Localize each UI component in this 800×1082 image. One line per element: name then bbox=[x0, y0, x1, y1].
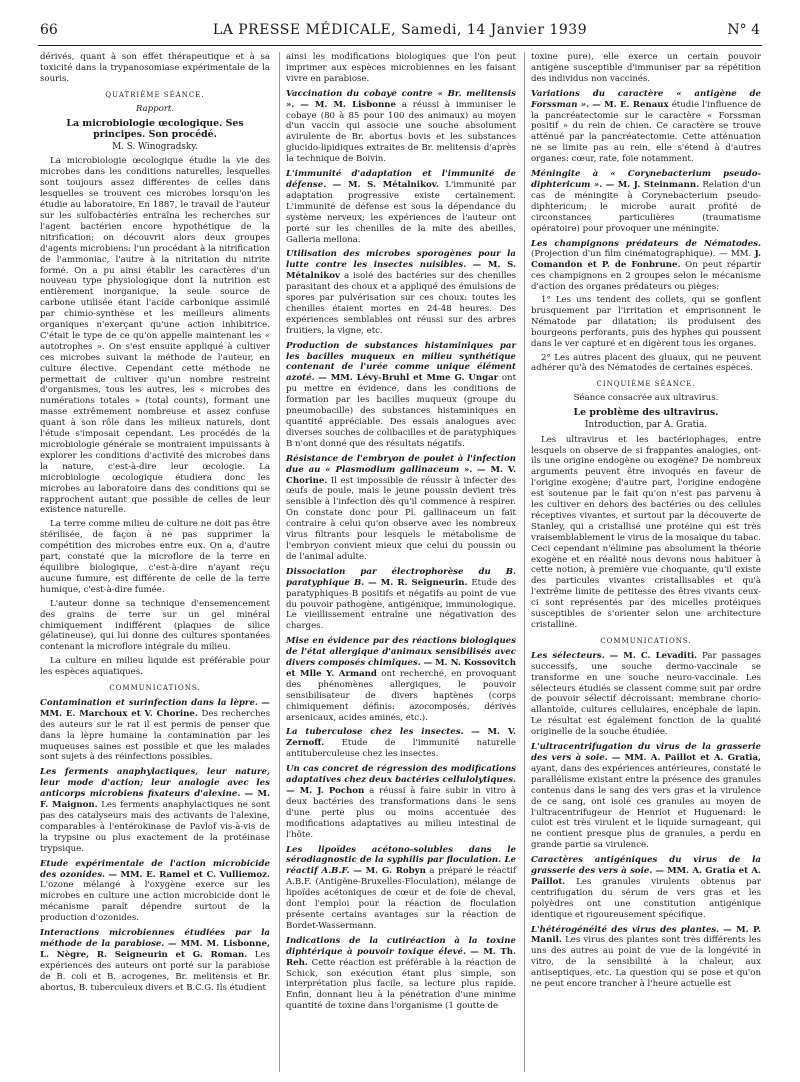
paragraph: 2° Les autres placent des gluaux, qui ne peuvent adhérer qu'à des Nématodes de certaines espèces. bbox=[531, 352, 761, 374]
entry-text: On peut répartir ces champignons en 2 groupes selon le mécanisme d'action des organes prédateurs ou pièges: bbox=[531, 260, 761, 293]
entry-title: Vaccination du cobaye contre « Br. melitensis ». bbox=[286, 88, 516, 110]
entry-title: Caractères antigéniques du virus de la grasserie des vers à soie. bbox=[531, 855, 761, 877]
paragraph: toxine pure), elle exerce un certain pouvoir antigène susceptible d'immuniser par sa répétition des individus non vaccinés. bbox=[531, 52, 761, 84]
entry-text: Relation d'un cas de méningite à Corynebacterium pseudo-diphtericum; le microbe aurait profité de circonstances particulières (traumatisme opératoire) pour provoquer une méningite. bbox=[531, 179, 761, 234]
paragraph: 1° Les uns tendent des collets, qui se gonflent brusquement par l'irritation et emprisonnent le Nématode par dilatation; ils produisent des bourgeons perforants, puis des hyphes qui poussent dans le ver capturé et en digèrent tous les organes. bbox=[531, 295, 761, 349]
page-number: 66 bbox=[40, 22, 58, 38]
entry-authors: — MM. A. Paillot et A. Gratia, bbox=[611, 752, 762, 763]
entry-authors: — M. V. Zernoff. bbox=[286, 727, 516, 749]
column-1 bbox=[40, 52, 270, 996]
communication-entry bbox=[286, 764, 516, 840]
entry-text: L'immunité par adaptation progressive existe certainement. L'immunité de défense est sous la dépendance du système nerveux; les expériences de l'auteur ont porté sur les chenilles de la mite des abeilles, Galleria mellona. bbox=[286, 179, 516, 245]
entry-authors: — M. N. Kossovitch et Mlle Y. Armand bbox=[286, 658, 517, 679]
section-heading: CINQUIÈME SÉANCE. bbox=[596, 380, 696, 389]
entry-authors: — M. V. Chorine. bbox=[286, 464, 516, 486]
section-heading: QUATRIÈME SÉANCE. bbox=[105, 90, 205, 99]
entry-authors: — MM. E. Ramel et C. Vulliemoz. bbox=[108, 869, 270, 880]
communication-entry bbox=[531, 651, 761, 738]
entry-text: Etude de l'immunité naturelle antituberculeuse chez les insectes. bbox=[286, 738, 517, 760]
paragraph: La culture en milieu liquide est préférable pour les espèces aquatiques. bbox=[40, 656, 270, 678]
report-author: M. S. Winogradsky. bbox=[112, 141, 198, 152]
communication-entry bbox=[286, 249, 516, 336]
communication-entry bbox=[286, 169, 516, 245]
entry-text: a préparé le réactif A.B.F. (Antigène-Bruxelles-Floculation), mélange de lipoïdes acétoniques de cœur et de foie de cheval, dont l'emploi pour la réaction de floculation présente certains avantages sur la réaction de Bordet-Wassermann. bbox=[286, 866, 516, 931]
entry-title: Indications de la cutiréaction à la toxine diphtérique à pouvoir toxique élevé. bbox=[286, 935, 516, 957]
entry-text: Etude des paratyphiques B positifs et négatifs au point de vue du pouvoir pathogène, antigénique, immunologique. Le vieillissement entraîne une négativation des charges. bbox=[286, 577, 516, 632]
communication-entry bbox=[286, 567, 516, 632]
entry-text: ont pu mettre en évidence, dans les conditions de formation par les bacilles muqueux (groupe du pneumobacille) des substances histaminiques en quantité appréciable. Des essais analogues avec diverses souches de colibacilles et de paratyphiques B n'ont donné que des résultats négatifs. bbox=[286, 373, 517, 449]
entry-title: Les ferments anaphylactiques, leur nature, leur mode d'action; leur analogie avec les anticorps microbiens fixateurs d'alexine. bbox=[40, 767, 270, 800]
entry-authors: — MM. M. Lisbonne, L. Nègre, R. Seigneurin et G. Roman. bbox=[40, 938, 271, 960]
communication-entry bbox=[286, 936, 516, 1012]
entry-authors: — M. E. Renaux bbox=[592, 99, 669, 110]
communication-entry bbox=[531, 169, 761, 234]
communication-entry bbox=[286, 727, 516, 760]
communication-entry bbox=[531, 239, 761, 294]
entry-title: Les sélecteurs. bbox=[531, 650, 605, 661]
entry-authors: — MM. Lévy-Bruhl et Mme G. Ungar bbox=[318, 373, 499, 384]
journal-title: LA PRESSE MÉDICALE, Samedi, 14 Janvier 1939 bbox=[212, 22, 588, 38]
header-rule bbox=[38, 45, 762, 46]
entry-title: Utilisation des microbes sporogènes pour la lutte contre les insectes nuisibles. bbox=[286, 249, 516, 271]
entry-authors: — M. R. Seigneurin. bbox=[368, 577, 468, 588]
entry-title: Etude expérimentale de l'action microbicide des ozonides. bbox=[40, 858, 270, 880]
section-heading: COMMUNICATIONS. bbox=[109, 684, 201, 693]
paragraph: La terre comme milieu de culture ne doit pas être stérilisée, de façon à ne pas supprimer la compétition des microbes entre eux. On a, d'autre part, constaté que la microflore de la terre en équilibre biologique, c'est-à-dire n'ayant reçu aucune fumure, est différente de celle de la terre humique, c'est-à-dire fumée. bbox=[40, 519, 270, 595]
communication-entry bbox=[531, 89, 761, 165]
entry-authors: — MM. A. Gratia et A. Paillot. bbox=[531, 866, 761, 887]
paragraph: dérivés, quant à son effet thérapeutique et à sa toxicité dans la trypanosomiase expérimentale de la souris. bbox=[40, 52, 270, 84]
entry-title: Dissociation par électrophorèse du B. paratyphique B. bbox=[286, 566, 516, 588]
entry-title: Résistance de l'embryon de poulet à l'infection due au « Plasmodium gallinaceum ». bbox=[286, 453, 516, 475]
entry-title: Interactions microbiennes étudiées par la méthode de la parabiose. bbox=[40, 928, 270, 949]
entry-authors: — M. J. Steinmann. bbox=[605, 179, 700, 190]
communication-entry bbox=[531, 742, 761, 851]
entry-text: L'ozone mélangé à l'oxygène exerce sur les microbes en culture une action microbicide dont le mécanisme paraît dépendre surtout de la production d'ozonides. bbox=[40, 880, 270, 924]
communication-entry bbox=[40, 698, 270, 763]
entry-text: Il est impossible de réussir à infecter des œufs de poule, mais le jeune poussin devient très sensible à l'infection dès qu'il commence à respirer. On constate donc pour Pl. gallinaceum un fait contraire à celui qu'on observe avec les nombreux virus filtrants pour lesquels le métabolisme de l'embryon convient mieux que celui du poussin ou de l'animal adulte. bbox=[286, 475, 516, 562]
paragraph: L'auteur donne sa technique d'ensemencement des grains de terre sur un gel minéral chimiquement indifférent (plaques de silice gélatineuse), qui lui donne des cultures spontanées contenant la microflore intégrale du milieu. bbox=[40, 598, 270, 653]
report-author: Introduction, par A. Gratia. bbox=[585, 419, 707, 430]
communication-entry bbox=[531, 855, 761, 920]
report-title: La microbiologie œcologique. Ses principes. Son procédé. bbox=[66, 117, 244, 141]
entry-authors: — M. C. Levaditi. bbox=[609, 650, 698, 661]
entry-text: a réussi à faire subir in vitro à deux bactéries des transformations dans le sens d'une perte plus ou moins accentuée des modifications adaptatives au milieu intestinal de l'hôte. bbox=[286, 786, 517, 840]
column-2 bbox=[286, 52, 516, 1014]
communication-entry bbox=[286, 845, 516, 932]
paragraph: Les ultravirus et les bactériophages, entre lesquels on observe de si frappantes analogies, ont-ils une origine endogène ou exogène? De nombreux arguments peuvent être invoqués en faveur de l'origine exogène; d'autre part, l'origine endogène est soutenue par le fait qu'on n'est pas parvenu à les cultiver en dehors des bactéries ou des cellules réceptives vivantes, et surtout par la découverte de Stanley, qui a cristallisé une protéine qui est très vraisemblablement le virus de la mosaïque du tabac. Ceci cependant n'élimine pas absolument la théorie exogène et en réalité nous devons nous habituer à cette notion, à première vue choquante, qu'il existe des particules vivantes cristallisables et qu'à l'extrême limite de petitesse des êtres vivants ceux-ci sont représentés par des micelles protéiques susceptibles de s'orienter selon une architecture cristalline. bbox=[531, 434, 761, 630]
entry-text: a réussi à immuniser le cobaye (80 à 85 pour 100 des animaux) au moyen d'un vaccin qui associe une souche absolument avirulente de Br. abortus bovis et les substances glucido-lipidiques extraites de Br. melitensis d'après la technique de Boivin. bbox=[286, 99, 517, 165]
section-heading: COMMUNICATIONS. bbox=[600, 636, 692, 645]
entry-title: L'ultracentrifugation du virus de la grasserie des vers à soie. bbox=[531, 742, 761, 763]
entry-text: Les expériences des auteurs ont porté sur la parabiose de B. coli et B. acrogenes, Br. melitensis et Br. abortus, B. tuberculeux divers et B.C.G. Ils étudient bbox=[40, 949, 270, 993]
entry-title: Contamination et surinfection dans la lèpre. bbox=[40, 697, 258, 708]
entry-authors: — M. F. Maignon. bbox=[40, 789, 270, 811]
entry-title: Les lipoïdes acétono-solubles dans le sérodiagnostic de la syphilis par floculation. Le réactif A.B.F. bbox=[286, 844, 516, 877]
entry-text: Les granules virulents obtenus par centrifugation du sérum de vers gras et les polyèdres ont une constitution antigénique identique et rigoureusement spécifique. bbox=[531, 876, 762, 920]
entry-text: ayant, dans des expériences antérieures, constaté le parallélisme existant entre la présence des granules contenus dans le sang des vers gras et la virulence de ce sang, ont isolé ces granules au moyen de l'ultracentrifugeur de Henriot et Huguenard: le culot est très virulent et le liquide surnageant, qui ne contient presque plus de granules, a perdu en grande partie sa virulence. bbox=[531, 763, 761, 851]
entry-authors: J. Comandon et P. de Fonbrune. bbox=[531, 249, 761, 271]
communication-entry bbox=[40, 859, 270, 924]
entry-authors: — M. S. Métalnikov. bbox=[332, 179, 439, 190]
entry-title: L'hétérogénéité des virus des plantes. bbox=[531, 924, 720, 935]
entry-authors: — M. Th. Reh. bbox=[286, 946, 517, 968]
communication-entry bbox=[40, 928, 270, 993]
entry-title: Les champignons prédateurs de Nématodes. bbox=[531, 238, 761, 249]
issue-number: N° 4 bbox=[727, 22, 760, 38]
page-header bbox=[40, 22, 760, 44]
entry-text: étudie l'influence de la pancréatectomie sur le caractère « Forssman positif » du rein de chien. Ce caractère se trouve atténué par la pancréatectomie. Cette atténuation ne se limite pas au rein, elle s'étend à d'autres organes: cœur, rate, foie notamment. bbox=[531, 99, 761, 165]
subheading: Rapport. bbox=[135, 103, 175, 114]
session-subtitle: Séance consacrée aux ultravirus. bbox=[573, 393, 719, 404]
communication-entry bbox=[286, 454, 516, 563]
entry-title: Méningite à « Corynebacterium pseudo-diphtericum ». bbox=[531, 169, 761, 190]
entry-title: Production de substances histaminiques par les bacilles muqueux en milieu synthétique contenant de l'urée comme unique élément azoté. bbox=[286, 340, 516, 384]
report-title: Le problème des ultravirus. bbox=[573, 407, 719, 419]
entry-authors: — MM. E. Marchoux et V. Chorine. bbox=[40, 697, 271, 719]
entry-text: Des recherches des auteurs sur le rat il est permis de penser que dans la lèpre humaine la contamination par les muqueuses saines est possible et que les malades sont sujets à des réinfections possibles. bbox=[40, 708, 271, 763]
communication-entry bbox=[286, 636, 516, 723]
entry-authors: — M. P. Manil. bbox=[531, 924, 761, 946]
entry-authors: — M. J. Pochon bbox=[286, 786, 365, 796]
communication-entry bbox=[286, 89, 516, 165]
communication-entry bbox=[286, 341, 516, 450]
entry-text: (Projection d'un film cinématographique). — MM. bbox=[531, 249, 752, 260]
entry-text: ont recherché, en provoquant des phénomènes allergiques, le pouvoir sensibilisateur de divers haptènes (corps chimiquement définis: azocomposés, dérivés arsenicaux, acides aminés, etc.). bbox=[286, 668, 517, 723]
entry-authors: — M. M. Lisbonne bbox=[300, 99, 396, 110]
entry-title: Mise en évidence par des réactions biologiques de l'état allergique d'animaux sensibilisés avec divers composés chimiques. bbox=[286, 636, 516, 669]
paragraph: ainsi les modifications biologiques que l'on peut imprimer aux espèces microbiennes en les faisant vivre en parabiose. bbox=[286, 52, 516, 84]
entry-authors: — M. G. Robyn bbox=[353, 866, 426, 877]
entry-text: Les virus des plantes sont très différents les uns des autres au point de vue de la longévité in vitro, de la sensibilité à la chaleur, aux antiseptiques, etc. La question qui se pose et qu'on ne peut encore trancher à l'heure actuelle est bbox=[531, 935, 762, 990]
entry-authors: — M. S. Métalnikov bbox=[286, 260, 516, 282]
column-divider bbox=[524, 52, 525, 1072]
column-divider bbox=[279, 52, 280, 1072]
entry-text: Par passages successifs, une souche dermo-vaccinale se transforme en une souche neuro-vaccinale. Les sélecteurs étudiés se classent comme suit par ordre de pouvoir sélectif décroissant: membrane chorio-allantoïde, cultures cellulaires, encéphale de lapin. Le résultat est également fonction de la qualité originelle de la souche étudiée. bbox=[531, 650, 762, 738]
entry-title: Un cas concret de régression des modifications adaptatives chez deux bactéries cellulolytiques. bbox=[286, 764, 516, 786]
paragraph: La microbiologie œcologique étudie la vie des microbes dans les conditions naturelles, lesquelles sont toujours assez différentes de celles dans lesquelles se trouvent ces microbes lorsqu'on les étudie au laboratoire. En 1887, le travail de l'auteur sur les sulfobactéries entraîna les recherches sur l'agent bactérien encore hypothétique de la nitrification; on découvrit alors deux groupes d'agents microbiens: l'un procédant à la nitrification de l'ammoniac, l'autre à la nitritation du nitrite formé. On a pu ainsi établir les caractères d'un nouveau type physiologique dont la nutrition est entièrement inorganique, la seule source de carbone utilisée étant l'acide carbonique assimilé par chimio-synthèse et les meilleurs aliments organiques n'exerçant qu'une action inhibitrice. C'était le type de ce qu'on appelle maintenant les « autotrophes ». On s'est ensuite appliqué à cultiver ces microbes suivant la méthode de l'auteur, en culture élective. Cependant cette méthode ne permettait de cultiver qu'un nombre restreint d'organismes, tous les autres, les « microbes des numérations totales » (total counts), formant une masse extrêmement nombreuse et assez confuse quant à son rôle dans les milieux naturels, dont l'étude s'imposait cependant. Les procédés de la microbiologie générale se montraient impuissants à explorer les conditions d'activité des microbes dans la nature, c'est-à-dire leur œcologie. La microbiologie œcologique étudiera donc les microbes au laboratoire dans des conditions qui se rapprochent autant que possible de celles de leur existence naturelle. bbox=[40, 156, 270, 516]
entry-text: Les ferments anaphylactiques ne sont pas des catalyseurs mais des activants de l'alexine, comparables à l'entérokinase de Pavlof vis-à-vis de la trypsine ou plus exactement de la protéinase trypsique. bbox=[40, 800, 271, 854]
communication-entry bbox=[531, 925, 761, 990]
column-3 bbox=[531, 52, 761, 992]
communication-entry bbox=[40, 767, 270, 854]
entry-title: Variations du caractère « antigène de Forssman ». bbox=[531, 88, 761, 110]
entry-text: a isolé des bactéries sur des chenilles parasitant des choux et a appliqué des émulsions de spores par pulvérisation sur ces choux: toutes les chenilles étaient mortes en 24-48 heures. Des expériences semblables ont réussi sur des arbres fruitiers, la vigne, etc. bbox=[286, 271, 516, 336]
entry-text: Cette réaction est préférable à la réaction de Schick, son exécution étant plus simple, son interprétation plus facile, sa lecture plus rapide. Enfin, donnant lieu à la pénétration d'une minime quantité de toxine dans l'organisme (1 goutte de bbox=[286, 957, 516, 1012]
entry-title: La tuberculose chez les insectes. bbox=[286, 727, 464, 738]
entry-title: L'immunité d'adaptation et l'immunité de défense. bbox=[286, 169, 516, 190]
